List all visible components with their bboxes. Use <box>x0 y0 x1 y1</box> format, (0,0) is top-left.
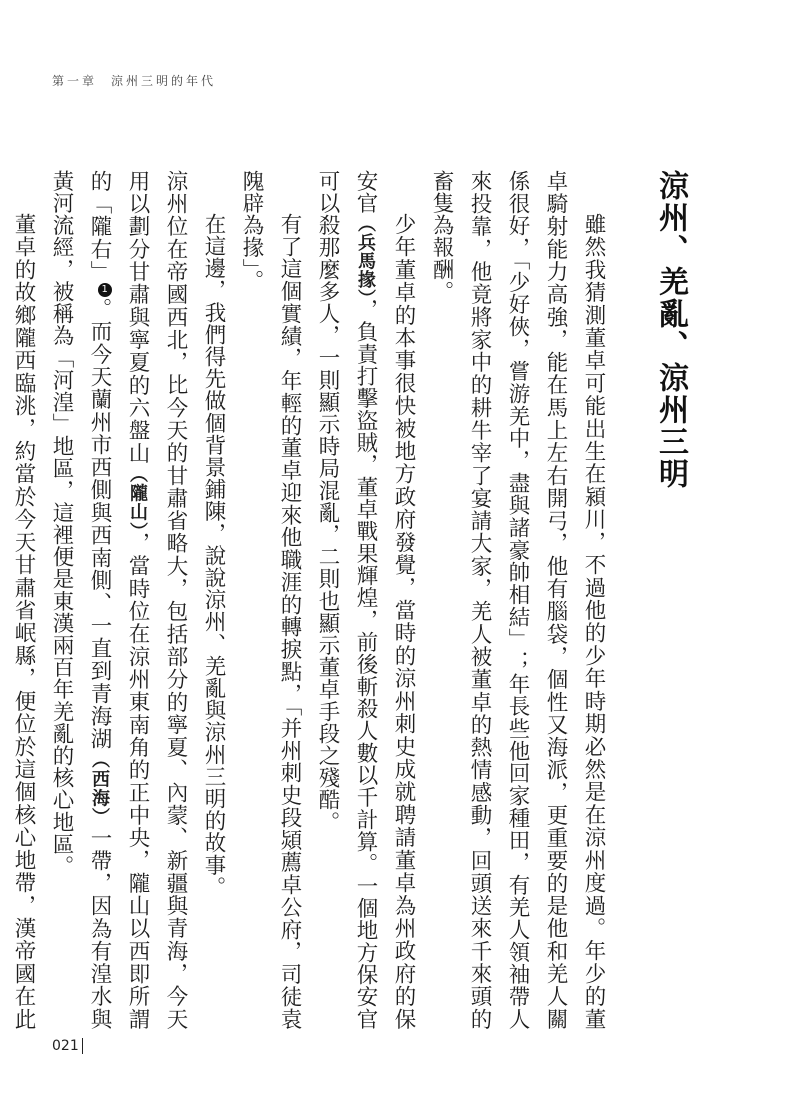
paragraph-5 <box>42 170 194 1030</box>
chapter-label: 第一章 <box>52 74 98 88</box>
paragraph-2-text-a: 少年董卓的本事很快被地方政府發覺，當時的涼州刺史成就聘請董卓為州政府的保安官 <box>353 170 416 1030</box>
page-number-divider <box>82 1038 83 1054</box>
page-footer <box>52 1038 83 1054</box>
footnote-marker[interactable]: 1 <box>98 283 112 297</box>
gloss-longshan: （隴山） <box>127 464 148 533</box>
paragraph-2-text-b: ，負責打擊盜賊，董卓戰果輝煌，前後斬殺人數以千計算。一個地方保安官可以殺那麼多人，一則顯示時局混亂，二則也顯示董卓手段之殘酷。 <box>315 170 378 1030</box>
gloss-xihai: （西海） <box>89 750 110 827</box>
chapter-title: 涼州三明的年代 <box>111 74 217 88</box>
paragraph-5-text-c: 。而今天蘭州市西側與西南側、一直到青海湖 <box>87 297 112 751</box>
vertical-text-body <box>11 170 700 1030</box>
gloss-bingmayuan: （兵馬掾） <box>355 214 376 299</box>
running-header <box>52 72 216 89</box>
paragraph-5-text-d: 一帶，因為有湟水與黃河流經，被稱為「河湟」地區，這裡便是東漢兩百年羌亂的核心地區。 <box>49 170 112 1030</box>
page-number: 021 <box>52 1038 79 1054</box>
section-title: 涼州、羌亂、涼州三明 <box>653 170 688 490</box>
paragraph-5-text-a: 涼州位在帝國西北，比今天的甘肅省略大，包括部分的寧夏、內蒙、新疆與青海，今天用以劃分甘肅與寧夏的六盤山 <box>125 170 188 1030</box>
paragraph-4: 在這邊，我們得先做個背景鋪陳，說說涼州、羌亂與涼州三明的故事。 <box>201 213 226 899</box>
paragraph-6: 董卓的故鄉隴西臨洮，約當於今天甘肅省岷縣，便位於這個核心地帶，漢帝國在此 <box>11 213 36 1030</box>
paragraph-5-text-b: ，當時位在涼州東南角的正中央，隴山以西即所謂的「隴右」 <box>87 170 150 1030</box>
paragraph-3: 有了這個實績，年輕的董卓迎來他職涯的轉捩點，「并州刺史段熲薦卓公府，司徒袁隗辟為掾」。 <box>239 170 302 1030</box>
paragraph-1: 雖然我猜測董卓可能出生在潁川，不過他的少年時期必然是在涼州度過。年少的董卓騎射能力高強，能在馬上左右開弓，他有腦袋，個性又海派，更重要的是他和羌人關係很好，「少好俠，嘗游羌中，盡與諸豪帥相結」；年長些他回家種田，有羌人領袖帶人來投靠，他竟將家中的耕牛宰了宴請大家，羌人被董卓的熱情感動，回頭送來千來頭的畜隻為報酬。 <box>429 170 606 1030</box>
paragraph-2 <box>308 170 422 1030</box>
